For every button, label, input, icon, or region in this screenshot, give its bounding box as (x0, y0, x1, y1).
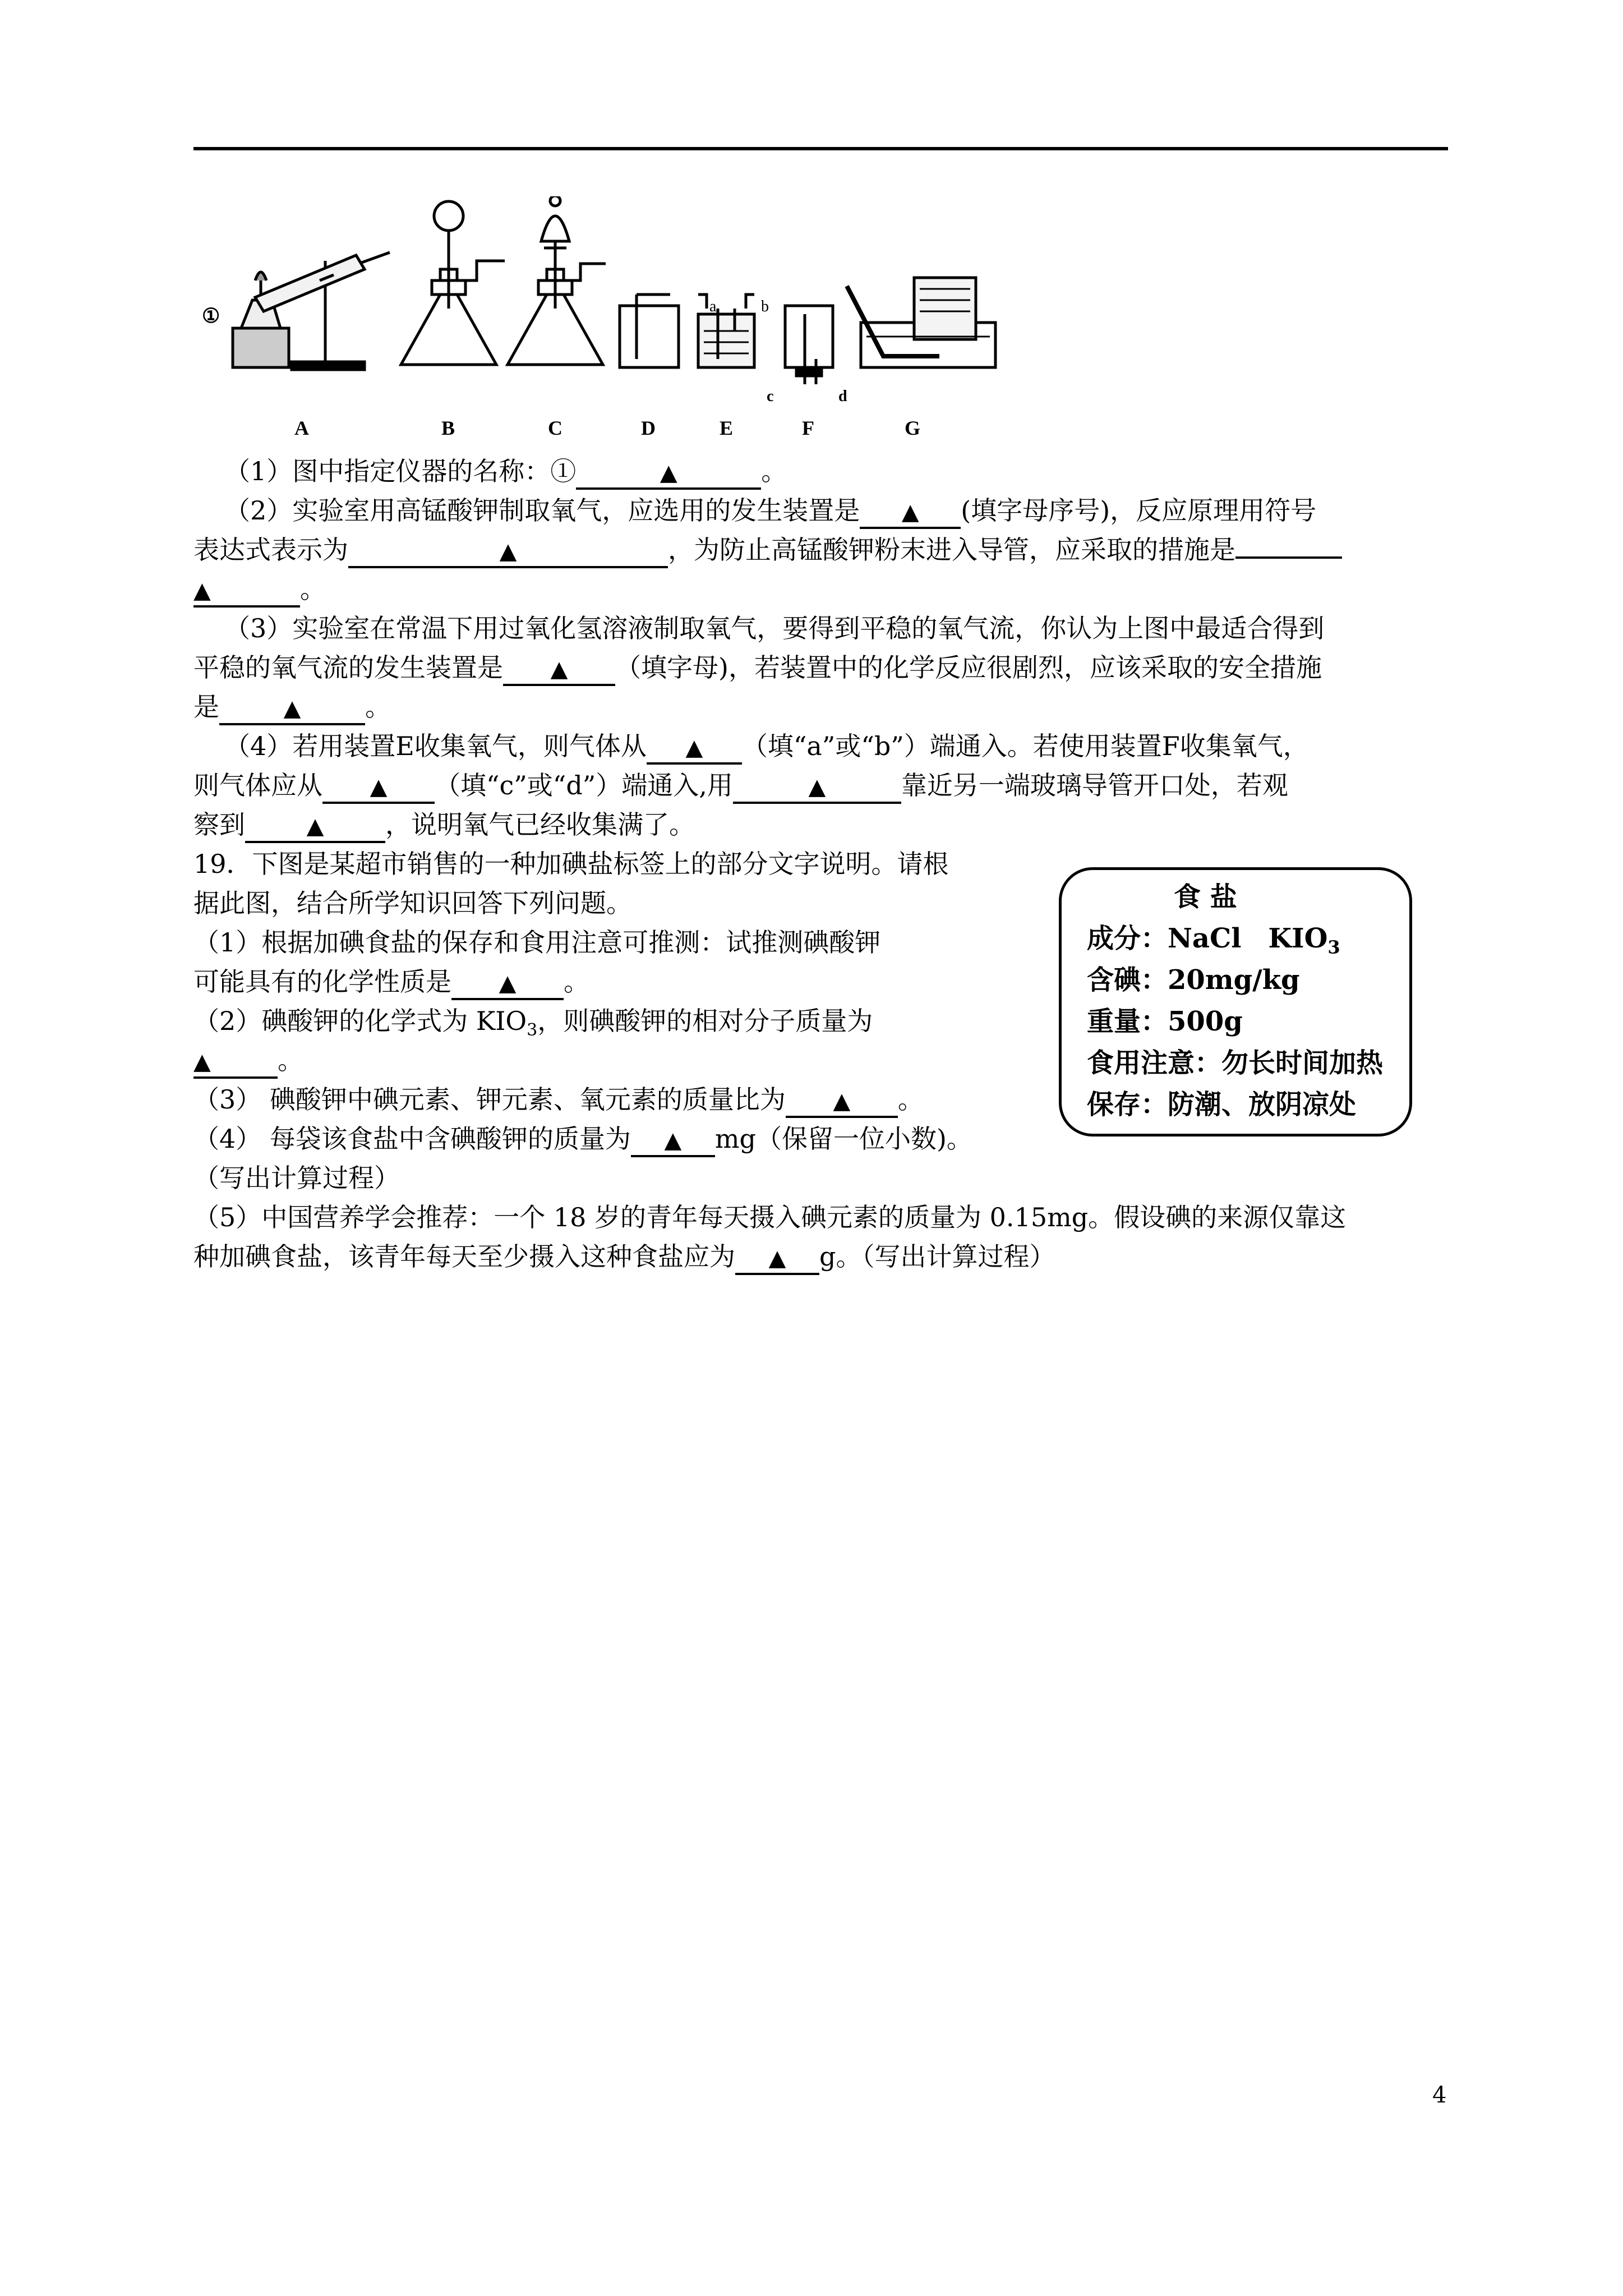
label-marker-1: ① (202, 305, 220, 327)
apparatus-b-flask (401, 201, 505, 365)
answer-blank[interactable]: ▲ (219, 692, 365, 725)
label-c: C (548, 417, 562, 439)
answer-blank[interactable]: ▲ (451, 967, 564, 1000)
salt-label-weight: 重量：500g (1087, 1006, 1243, 1037)
salt-label-iodine: 含碘：20mg/kg (1087, 964, 1300, 996)
salt-label-box (1059, 867, 1412, 1137)
q19-line-9: （写出计算过程） (193, 1163, 400, 1193)
q18-line-2: （2）实验室用高锰酸钾制取氧气，应选用的发生装置是 ▲ (填字母序号)，反应原理用符号 (224, 494, 1316, 529)
q19-line-10: （5）中国营养学会推荐：一个 18 岁的青年每天摄入碘元素的质量为 0.15mg。假设碘的来源仅靠这 (193, 1202, 1347, 1232)
answer-blank[interactable]: ▲ (733, 771, 901, 804)
q19-line-1: 19．下图是某超市销售的一种加碘盐标签上的部分文字说明。请根 (193, 849, 949, 879)
q18-line-7: 是 ▲ 。 (193, 690, 391, 725)
label-port-d: d (838, 388, 847, 405)
label-g: G (905, 417, 921, 439)
answer-blank[interactable]: ▲ (860, 496, 961, 529)
answer-blank[interactable]: ▲ (193, 574, 300, 608)
apparatus-a-heating (233, 252, 390, 370)
answer-blank[interactable]: ▲ (193, 1046, 278, 1079)
q18-line-8: （4）若用装置E收集氧气，则气体从 ▲ （填“a”或“b”）端通入。若使用装置F收集氧气， (224, 729, 1309, 765)
label-d: D (641, 417, 656, 439)
q18-line-1: （1）图中指定仪器的名称：① ▲ 。 (224, 454, 787, 490)
label-port-a: a (709, 298, 717, 315)
answer-blank[interactable]: ▲ (322, 771, 435, 804)
answer-blank[interactable]: ▲ (647, 731, 742, 765)
salt-label-ingredients: 成分：NaCl $KIO_3$ (1087, 923, 1340, 958)
page-number: 4 (1432, 2082, 1447, 2108)
salt-label-storage: 保存：防潮、放阴凉处 (1087, 1089, 1357, 1120)
apparatus-e-bottle (698, 295, 754, 367)
label-a: A (294, 417, 309, 439)
answer-blank[interactable]: ▲ (348, 535, 668, 568)
q18-line-5: （3）实验室在常温下用过氧化氢溶液制取氧气，要得到平稳的氧气流，你认为上图中最适合得到 (224, 613, 1325, 643)
q19-line-11: 种加碘食盐，该青年每天至少摄入这种食盐应为 ▲ g。（写出计算过程） (193, 1240, 1055, 1275)
answer-blank[interactable]: ▲ (576, 457, 761, 490)
q19-line-6: ▲ 。 (193, 1043, 303, 1079)
label-port-c: c (767, 388, 774, 405)
q18-line-9: 则气体应从 ▲ （填“c”或“d”）端通入,用 ▲ 靠近另一端玻璃导管开口处，若观 (193, 769, 1288, 804)
apparatus-figure (193, 196, 1080, 443)
q19-line-5: （2）碘酸钾的化学式为 $KIO_3$，则碘酸钾的相对分子质量为 (193, 1006, 873, 1041)
label-e: E (720, 417, 734, 439)
q18-line-3: 表达式表示为 ▲ ，为防止高锰酸钾粉末进入导管，应采取的措施是 (193, 533, 1342, 568)
apparatus-c-flask (508, 196, 606, 365)
label-port-b: b (761, 298, 769, 315)
q19-line-8: （4） 每袋该食盐中含碘酸钾的质量为 ▲ mg（保留一位小数)。 (193, 1122, 972, 1157)
apparatus-g-trough (847, 278, 995, 367)
q18-line-10: 察到 ▲ ，说明氧气已经收集满了。 (193, 808, 695, 843)
answer-blank[interactable]: ▲ (786, 1085, 898, 1118)
q19-line-2: 据此图，结合所学知识回答下列问题。 (193, 888, 632, 918)
answer-blank[interactable]: ▲ (245, 810, 385, 843)
salt-label-title: 食 盐 (1174, 881, 1237, 913)
label-f: F (802, 417, 814, 439)
q18-line-4: ▲ 。 (193, 572, 326, 608)
apparatus-d-bottle (620, 295, 679, 367)
q19-line-3: （1）根据加碘食盐的保存和食用注意可推测：试推测碘酸钾 (193, 927, 881, 958)
apparatus-f-bottle (785, 306, 833, 384)
q18-line-6: 平稳的氧气流的发生装置是 ▲ （填字母)，若装置中的化学反应很剧烈，应该采取的安全措施 (193, 651, 1322, 686)
answer-blank[interactable]: ▲ (735, 1242, 819, 1275)
answer-blank[interactable]: ▲ (631, 1124, 715, 1157)
header-rule (193, 147, 1448, 150)
q19-line-7: （3） 碘酸钾中碘元素、钾元素、氧元素的质量比为 ▲ 。 (193, 1083, 924, 1118)
label-b: B (441, 417, 455, 439)
answer-blank[interactable] (1235, 556, 1342, 559)
answer-blank[interactable]: ▲ (503, 653, 615, 686)
salt-label-usage: 食用注意：勿长时间加热 (1087, 1047, 1384, 1079)
q19-line-4: 可能具有的化学性质是 ▲ 。 (193, 965, 589, 1000)
